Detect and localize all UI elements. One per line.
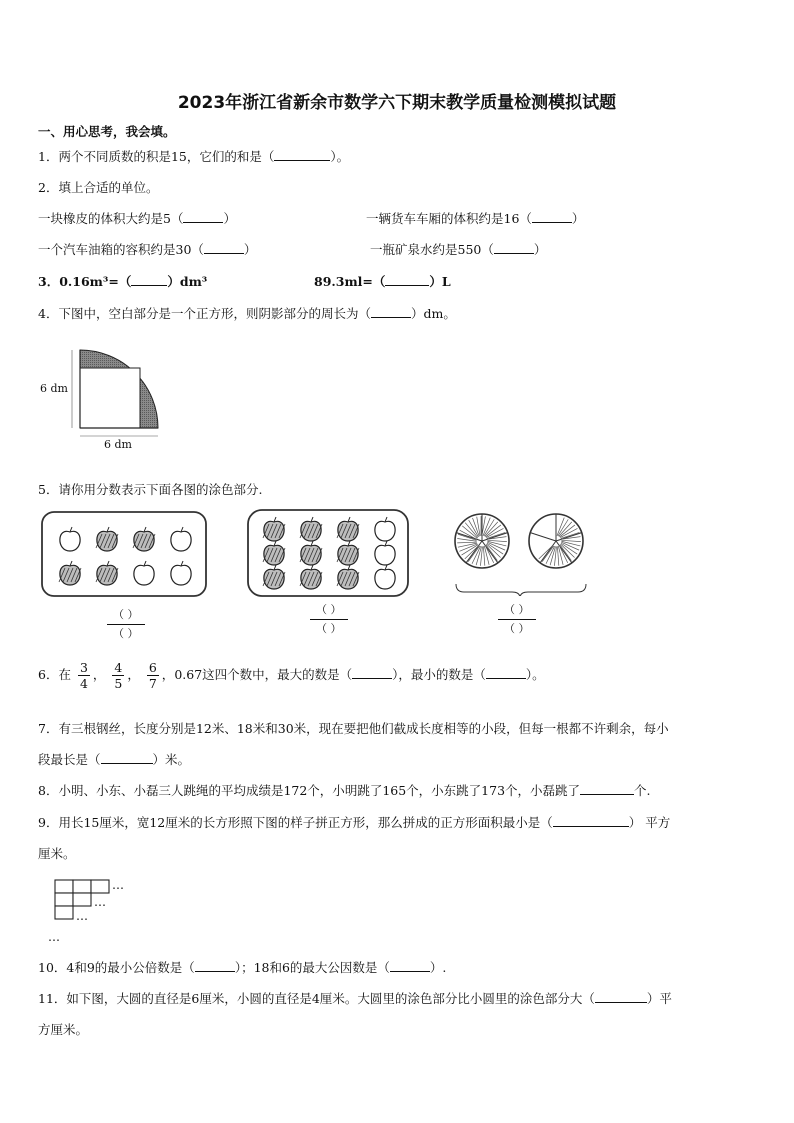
question-6-mid: ），最小的数是（ bbox=[392, 667, 486, 682]
question-2b-text: 一辆货车车厢的体积约是16（ bbox=[366, 211, 532, 226]
question-3b-text: 89.3ml=（ bbox=[314, 274, 386, 289]
answer-fraction-2[interactable] bbox=[310, 601, 348, 638]
question-9-line2: 厘米。 bbox=[38, 846, 76, 861]
answer-blank[interactable] bbox=[204, 241, 244, 254]
question-9-text: 9．用长15厘米，宽12厘米的长方形照下图的样子拼正方形，那么拼成的正方形面积最小是（ bbox=[38, 815, 553, 830]
question-6-text: 0.67这四个数中，最大的数是（ bbox=[174, 667, 353, 682]
fraction-3-4: $\frac{3}{4}$ bbox=[79, 660, 88, 691]
side-label: 6 dm bbox=[40, 382, 68, 395]
bottom-label: 6 dm bbox=[104, 438, 132, 451]
question-11-text: 11．如下图，大圆的直径是6厘米，小圆的直径是4厘米。大圆里的涂色部分比小圆里的涂色部分大（ bbox=[38, 991, 595, 1006]
answer-fraction-3[interactable] bbox=[498, 601, 536, 638]
question-6: 6．在 $\frac{3}{4}$ ， $\frac{4}{5}$ ， $\frac{6}{7}$ ，0.67这四个数中，最大的数是（ ），最小的数是（ ）。 bbox=[38, 660, 545, 691]
question-10-end: ）. bbox=[429, 960, 447, 975]
close-paren: ） bbox=[223, 211, 236, 226]
question-3a-end: ）dm³ bbox=[167, 274, 208, 289]
question-2c bbox=[38, 240, 256, 258]
question-4-text: 4．下图中，空白部分是一个正方形，则阴影部分的周长为（ bbox=[38, 306, 371, 321]
question-2c-text: 一个汽车油箱的容积约是30（ bbox=[38, 242, 204, 257]
close-paren: ） bbox=[533, 242, 547, 257]
question-5: 5．请你用分数表示下面各图的涂色部分. bbox=[38, 482, 263, 497]
answer-blank[interactable] bbox=[131, 273, 167, 286]
question-2a bbox=[38, 209, 236, 227]
fraction-denominator: （ ） bbox=[113, 627, 139, 640]
question-2d-text: 一瓶矿泉水约是550（ bbox=[370, 242, 494, 257]
fraction-numerator: （ ） bbox=[498, 601, 536, 620]
question-11-end: ）平 bbox=[646, 991, 672, 1006]
question-7-line1: 7．有三根钢丝，长度分别是12米、18米和30米，现在要把他们截成长度相等的小段，但每一根都不许剩余，每小 bbox=[38, 721, 669, 736]
question-4 bbox=[38, 304, 456, 322]
fraction-numerator: （ ） bbox=[107, 606, 145, 625]
pie-figures bbox=[452, 506, 590, 596]
question-3b-end: ）L bbox=[429, 274, 451, 289]
dots-4: … bbox=[48, 930, 60, 944]
answer-blank[interactable] bbox=[532, 210, 572, 223]
dots-2: … bbox=[94, 895, 106, 909]
page-title: 2023年浙江省新余市数学六下期末教学质量检测模拟试题 bbox=[177, 93, 617, 113]
dots-1: … bbox=[112, 878, 124, 892]
fraction-denominator: （ ） bbox=[504, 622, 530, 635]
close-paren: ） bbox=[571, 211, 585, 226]
question-1 bbox=[38, 147, 349, 165]
peach-box bbox=[246, 508, 410, 598]
question-3b bbox=[314, 272, 451, 290]
fraction-4-5: $\frac{4}{5}$ bbox=[114, 660, 123, 691]
answer-blank[interactable] bbox=[352, 666, 392, 679]
fraction-6-7: $\frac{6}{7}$ bbox=[148, 660, 157, 691]
answer-blank[interactable] bbox=[494, 241, 534, 254]
answer-blank[interactable] bbox=[390, 959, 430, 972]
question-3a-text: 3．0.16m³=（ bbox=[38, 274, 132, 289]
question-11-line2: 方厘米。 bbox=[38, 1022, 89, 1037]
question-2b bbox=[366, 209, 584, 227]
question-9-mid: ） 平方 bbox=[628, 815, 671, 830]
answer-blank[interactable] bbox=[101, 751, 153, 764]
answer-blank[interactable] bbox=[183, 210, 223, 223]
answer-blank[interactable] bbox=[385, 273, 429, 286]
question-2: 2．填上合适的单位。 bbox=[38, 180, 159, 195]
answer-fraction-1[interactable] bbox=[107, 606, 145, 643]
question-10-text: 10．4和9的最小公倍数是（ bbox=[38, 960, 195, 975]
question-7-text: 段最长是（ bbox=[38, 752, 101, 767]
answer-blank[interactable] bbox=[195, 959, 235, 972]
question-7-line2 bbox=[38, 750, 190, 768]
answer-blank[interactable] bbox=[553, 814, 629, 827]
fraction-numerator: （ ） bbox=[310, 601, 348, 620]
question-3a bbox=[38, 272, 207, 290]
apple-box bbox=[40, 510, 208, 598]
answer-blank[interactable] bbox=[274, 148, 330, 161]
question-8 bbox=[38, 781, 651, 799]
fraction-denominator: （ ） bbox=[316, 622, 342, 635]
question-6-end: ）。 bbox=[525, 667, 545, 682]
question-10-mid: ）；18和6的最大公因数是（ bbox=[234, 960, 390, 975]
answer-blank[interactable] bbox=[371, 305, 411, 318]
question-8-text: 8．小明、小东、小磊三人跳绳的平均成绩是172个，小明跳了165个，小东跳了173个，小磊跳了 bbox=[38, 783, 581, 798]
question-9-line1 bbox=[38, 813, 670, 831]
question-2d bbox=[370, 240, 546, 258]
question-7-end: ）米。 bbox=[152, 752, 191, 767]
answer-blank[interactable] bbox=[595, 990, 647, 1003]
question-2a-text: 一块橡皮的体积大约是5（ bbox=[38, 211, 184, 226]
question-4-end: ）dm。 bbox=[410, 306, 456, 321]
close-paren: ） bbox=[243, 242, 257, 257]
section-heading: 一、用心思考，我会填。 bbox=[38, 124, 176, 139]
white-square bbox=[80, 368, 140, 428]
question-10 bbox=[38, 958, 446, 976]
question-1-text: 1．两个不同质数的积是15，它们的和是（ bbox=[38, 149, 275, 164]
answer-blank[interactable] bbox=[580, 782, 634, 795]
answer-blank[interactable] bbox=[486, 666, 526, 679]
quarter-circle-figure bbox=[36, 344, 166, 454]
question-6-lead: 6．在 bbox=[38, 667, 71, 682]
question-8-end: 个. bbox=[634, 783, 651, 798]
question-11-line1 bbox=[38, 989, 672, 1007]
question-1-end: ）。 bbox=[330, 149, 350, 164]
dots-3: … bbox=[76, 909, 88, 923]
